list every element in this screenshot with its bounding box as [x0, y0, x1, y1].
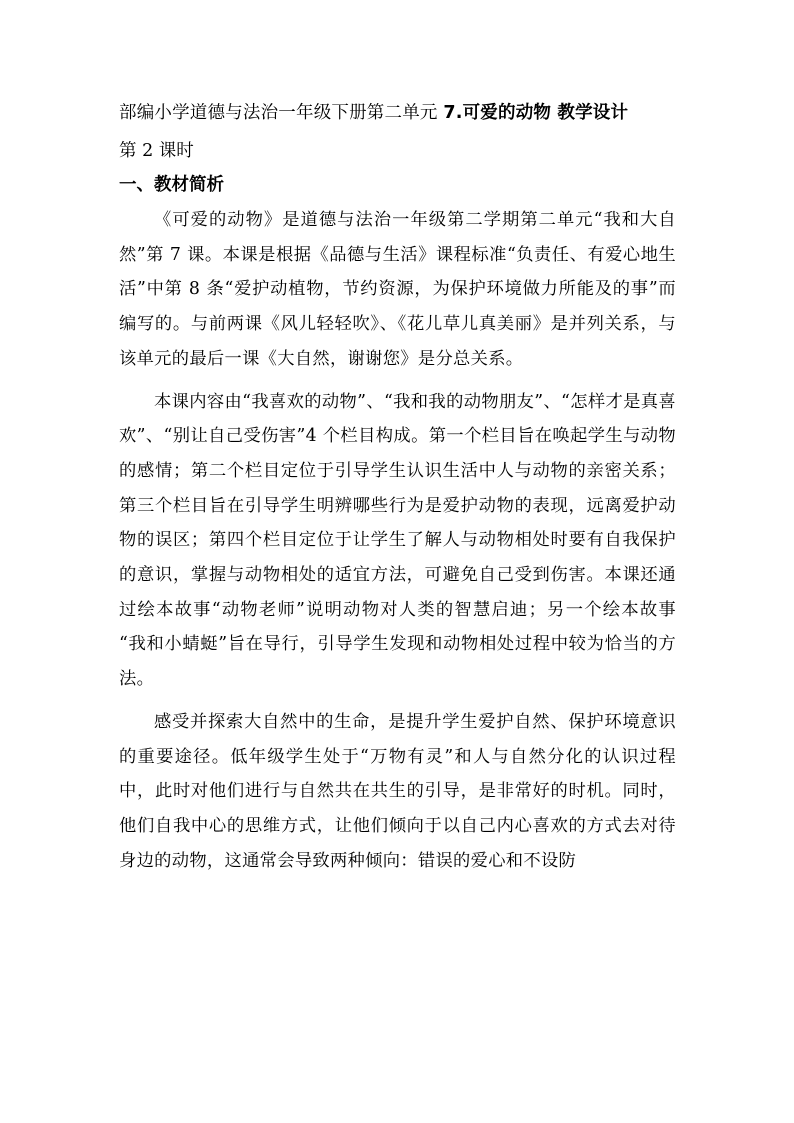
- document-title-lesson: 7.可爱的动物 教学设计: [443, 103, 629, 123]
- document-page: [119, 95, 676, 878]
- paragraph-2: 本课内容由“我喜欢的动物”、“我和我的动物朋友”、“怎样才是真喜欢”、“别让自己受伤害”4 个栏目构成。第一个栏目旨在唤起学生与动物的感情；第二个栏目定位于引导学生认识生活中人与动物的亲密关系；第三个栏目旨在引导学生明辨哪些行为是爱护动物的表现，远离爱护动物的误区；第四个栏目定位于让学生了解人与动物相处时要有自我保护的意识，掌握与动物相处的适宜方法，可避免自己受到伤害。本课还通过绘本故事“动物老师”说明动物对人类的智慧启迪；另一个绘本故事 “我和小蜻蜓”旨在导行，引导学生发现和动物相处过程中较为恰当的方法。: [119, 391, 676, 690]
- document-title-series: 部编小学道德与法治一年级下册第二单元: [119, 103, 444, 123]
- lesson-period: 第 2 课时: [119, 141, 194, 161]
- paragraph-3: 感受并探索大自然中的生命，是提升学生爱护自然、保护环境意识的重要途径。低年级学生处于“万物有灵”和人与自然分化的认识过程中，此时对他们进行与自然共在共生的引导，是非常好的时机。同时，他们自我中心的思维方式，让他们倾向于以自己内心喜欢的方式去对待身边的动物，这通常会导致两种倾向：错误的爱心和不设防: [119, 711, 676, 871]
- document-title: [119, 95, 676, 131]
- section-heading-textbook-analysis: 一、教材简析: [119, 175, 224, 195]
- paragraph-1: 《可爱的动物》是道德与法治一年级第二学期第二单元“我和大自然”第 7 课。本课是根据《品德与生活》课程标准“负责任、有爱心地生活”中第 8 条“爱护动植物，节约资源，为保护环境做力所能及的事”而编写的。与前两课《风儿轻轻吹》、《花儿草儿真美丽》是并列关系，与该单元的最后一课《大自然，谢谢您》是分总关系。: [119, 210, 676, 369]
